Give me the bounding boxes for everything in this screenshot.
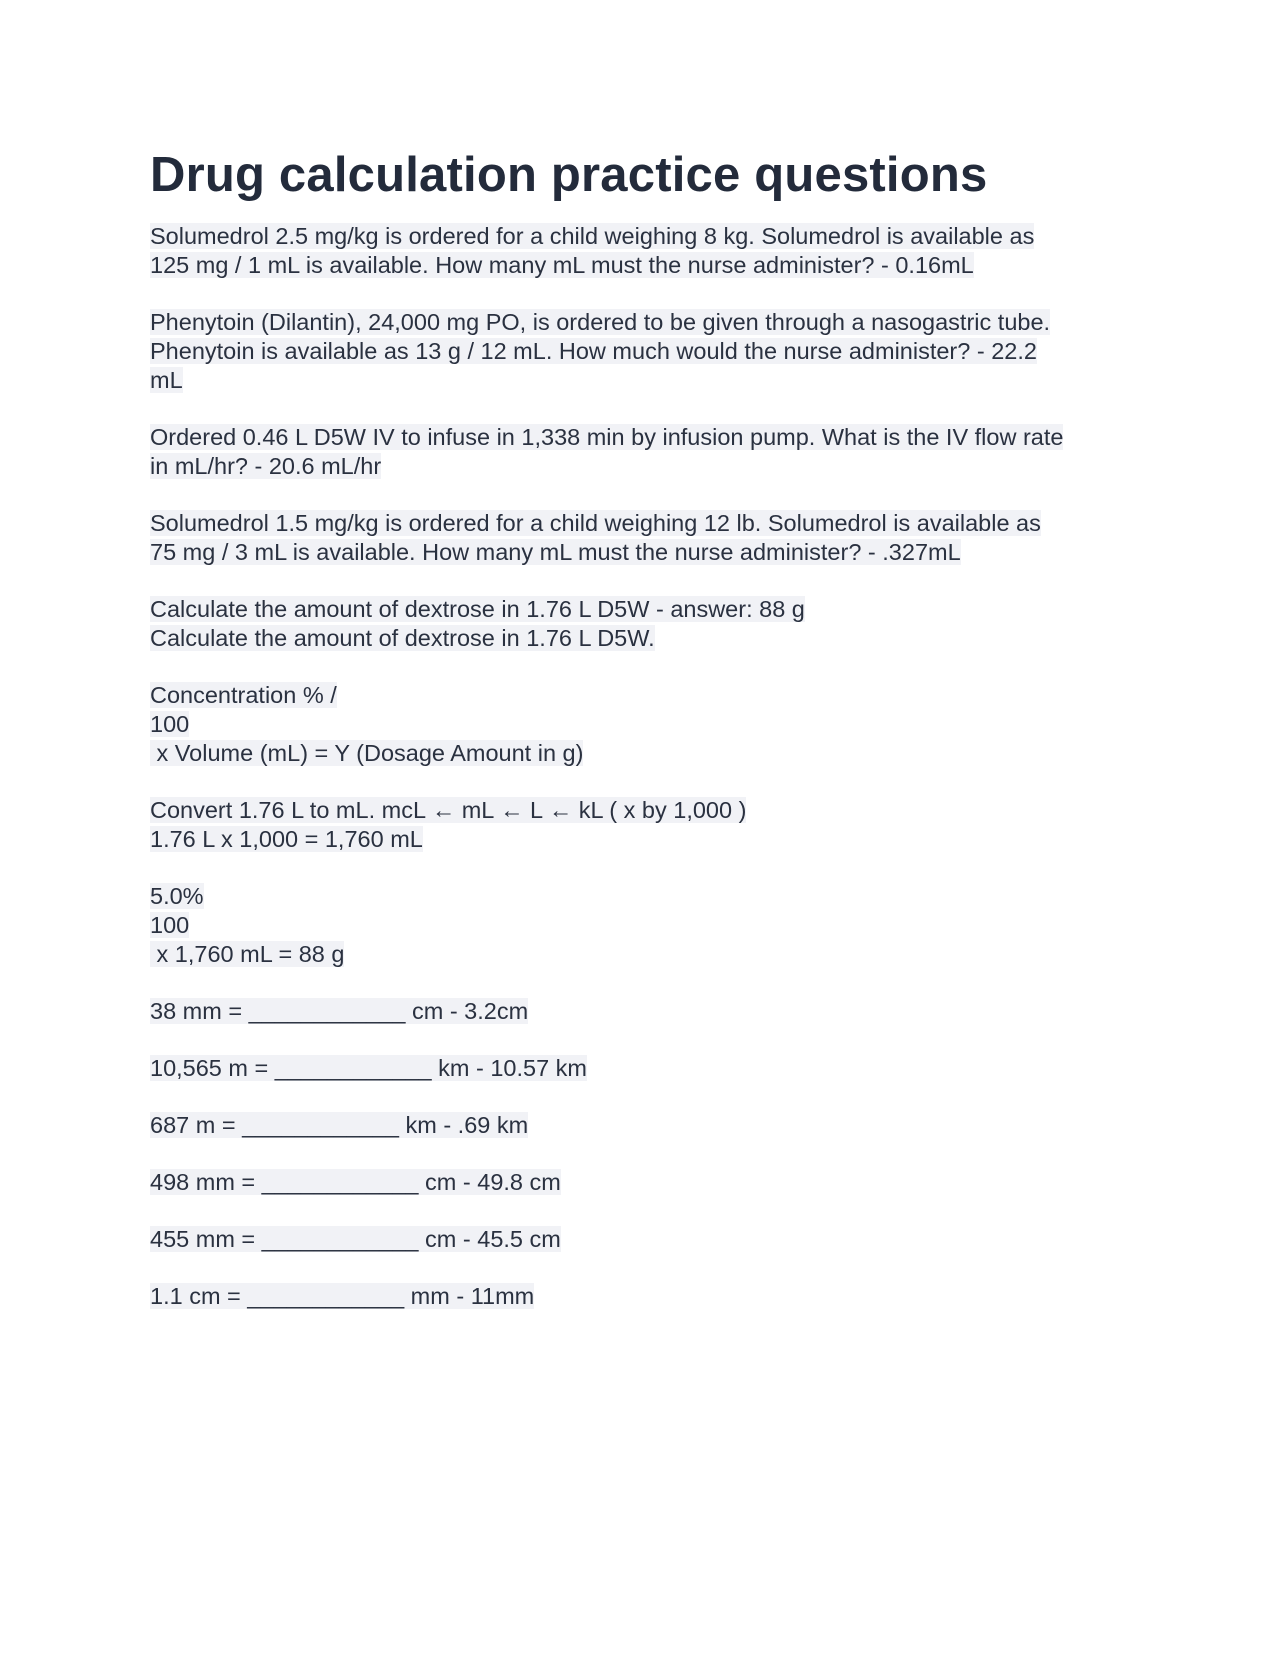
formula-line: x Volume (mL) = Y (Dosage Amount in g): [150, 740, 584, 766]
question-2: [150, 308, 1140, 395]
calculation-line: 100: [150, 912, 190, 938]
question-4: [150, 509, 1140, 567]
conversion-question: [150, 1282, 1140, 1311]
conversion-question: [150, 1168, 1140, 1197]
question-text-line: Calculate the amount of dextrose in 1.76 L D5W.: [150, 625, 655, 651]
calculation-line: x 1,760 mL = 88 g: [150, 941, 345, 967]
conversion-text: 1.1 cm = ____________ mm - 11mm: [150, 1283, 535, 1309]
dextrose-calculation: [150, 882, 1140, 969]
question-text-line: in mL/hr? - 20.6 mL/hr: [150, 453, 382, 479]
conversion-text: 10,565 m = ____________ km - 10.57 km: [150, 1055, 587, 1081]
conversion-question: [150, 1111, 1140, 1140]
question-text-line: 75 mg / 3 mL is available. How many mL must the nurse administer? - .327mL: [150, 539, 961, 565]
unit-conversion-step: [150, 796, 1140, 854]
question-text-line: mL: [150, 367, 183, 393]
question-3: [150, 423, 1140, 481]
question-text-line: Solumedrol 2.5 mg/kg is ordered for a child weighing 8 kg. Solumedrol is available as: [150, 223, 1035, 249]
document-page: [150, 145, 1140, 1339]
question-text-line: Phenytoin is available as 13 g / 12 mL. How much would the nurse administer? - 22.2: [150, 338, 1037, 364]
question-text-line: Solumedrol 1.5 mg/kg is ordered for a child weighing 12 lb. Solumedrol is available as: [150, 510, 1041, 536]
formula-line: 100: [150, 711, 190, 737]
question-text-line: Ordered 0.46 L D5W IV to infuse in 1,338 min by infusion pump. What is the IV flow rate: [150, 424, 1064, 450]
question-text-line: Calculate the amount of dextrose in 1.76 L D5W - answer: 88 g: [150, 596, 805, 622]
page-title: Drug calculation practice questions: [150, 148, 988, 202]
conversion-question: [150, 997, 1140, 1026]
question-text-line: Phenytoin (Dilantin), 24,000 mg PO, is ordered to be given through a nasogastric tube.: [150, 309, 1051, 335]
dextrose-formula: [150, 681, 1140, 768]
formula-line: Concentration % /: [150, 682, 337, 708]
conversion-text: 455 mm = ____________ cm - 45.5 cm: [150, 1226, 561, 1252]
conversion-step-line: 1.76 L x 1,000 = 1,760 mL: [150, 826, 423, 852]
question-1: [150, 222, 1140, 280]
conversion-text: 498 mm = ____________ cm - 49.8 cm: [150, 1169, 561, 1195]
calculation-line: 5.0%: [150, 883, 204, 909]
conversion-question: [150, 1054, 1140, 1083]
conversion-step-line: Convert 1.76 L to mL. mcL ← mL ← L ← kL ( x by 1,000 ): [150, 797, 747, 823]
conversion-question: [150, 1225, 1140, 1254]
conversion-text: 687 m = ____________ km - .69 km: [150, 1112, 529, 1138]
question-text-line: 125 mg / 1 mL is available. How many mL must the nurse administer? - 0.16mL: [150, 252, 974, 278]
conversion-text: 38 mm = ____________ cm - 3.2cm: [150, 998, 529, 1024]
question-5: [150, 595, 1140, 653]
